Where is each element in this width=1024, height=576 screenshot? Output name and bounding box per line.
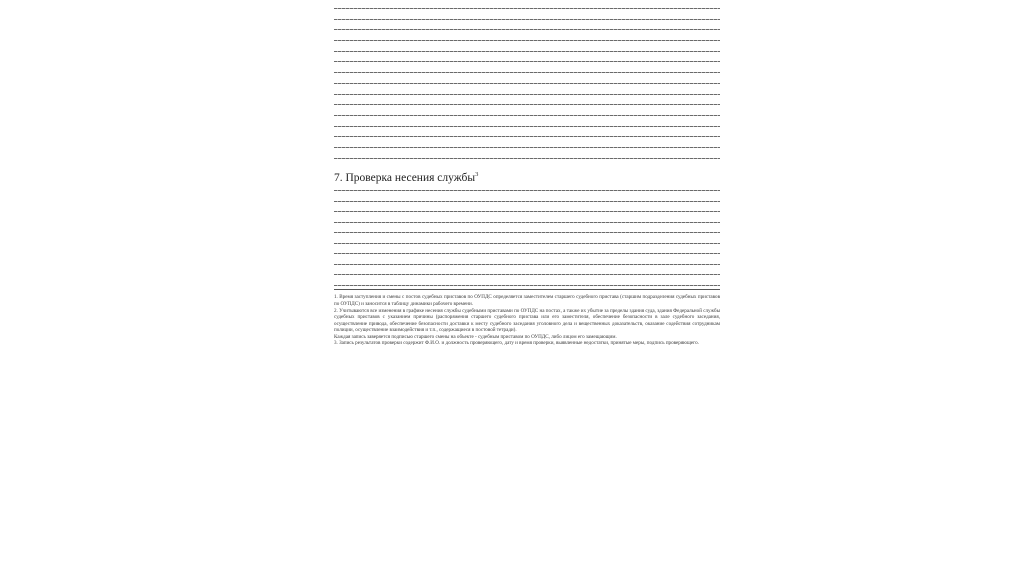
- writing-line: [334, 83, 720, 84]
- writing-line: [334, 8, 720, 9]
- writing-line: [334, 222, 720, 223]
- writing-line: [334, 201, 720, 202]
- footnote-3: 3. Запись результатов проверки содержит Ф.И.О. и должность проверяющего, дату и время проверки, выявленные недостатки, принятые меры, подпись проверяющего.: [334, 340, 699, 347]
- writing-line: [334, 274, 720, 275]
- writing-line: [334, 285, 720, 286]
- writing-line: [334, 51, 720, 52]
- writing-line: [334, 253, 720, 254]
- writing-line: [334, 40, 720, 41]
- writing-line: [334, 232, 720, 233]
- footnote-2-note: Каждая запись заверяется подписью старшего смены на объекте - судебным приставом по ОУПДС, либо лицом его замещающим.: [334, 333, 617, 340]
- writing-line: [334, 147, 720, 148]
- writing-line: [334, 104, 720, 105]
- writing-line: [334, 243, 720, 244]
- footnote-1: 1. Время заступления и смены с постов судебных приставов по ОУПДС определяется заместителем старшего судебного пристава (старшим подразделения судебных приставов по ОУПДС) и заносится в таблицу динамики рабочего времени.: [334, 294, 720, 307]
- footnotes: [334, 294, 720, 347]
- writing-line: [334, 19, 720, 20]
- writing-line: [334, 61, 720, 62]
- ruled-lines-bottom: [334, 190, 720, 286]
- writing-line: [334, 126, 720, 127]
- section-heading: [334, 168, 720, 185]
- writing-line: [334, 72, 720, 73]
- writing-line: [334, 264, 720, 265]
- writing-line: [334, 115, 720, 116]
- ruled-lines-top: [334, 8, 720, 159]
- section-heading-text: 7. Проверка несения службы: [334, 172, 476, 185]
- footnote-2: 2. Учитываются все изменения в графике несения службы судебными приставами по ОУПДС на постах, а также их убытие за пределы здания суда, здания Федеральной службы судебных приставов с указанием причины (распоряжения старшего судебного пристава или его заместителя, обеспечение безопасности в зале судебного заседания, осуществление привода, обеспечение безопасности доставки к месту судебного заседания уголовного дела и вещественных доказательств, оказание содействия сотрудникам полиции, осуществление взаимодействия и т.п., содержащиеся в постовой тетради).: [334, 307, 720, 334]
- writing-line: [334, 94, 720, 95]
- document-page: [334, 8, 720, 568]
- writing-line: [334, 136, 720, 137]
- writing-line: [334, 29, 720, 30]
- section-heading-footnote-mark: 3: [475, 171, 479, 179]
- writing-line: [334, 158, 720, 159]
- writing-line: [334, 190, 720, 191]
- writing-line: [334, 211, 720, 212]
- footnote-separator: [334, 289, 720, 290]
